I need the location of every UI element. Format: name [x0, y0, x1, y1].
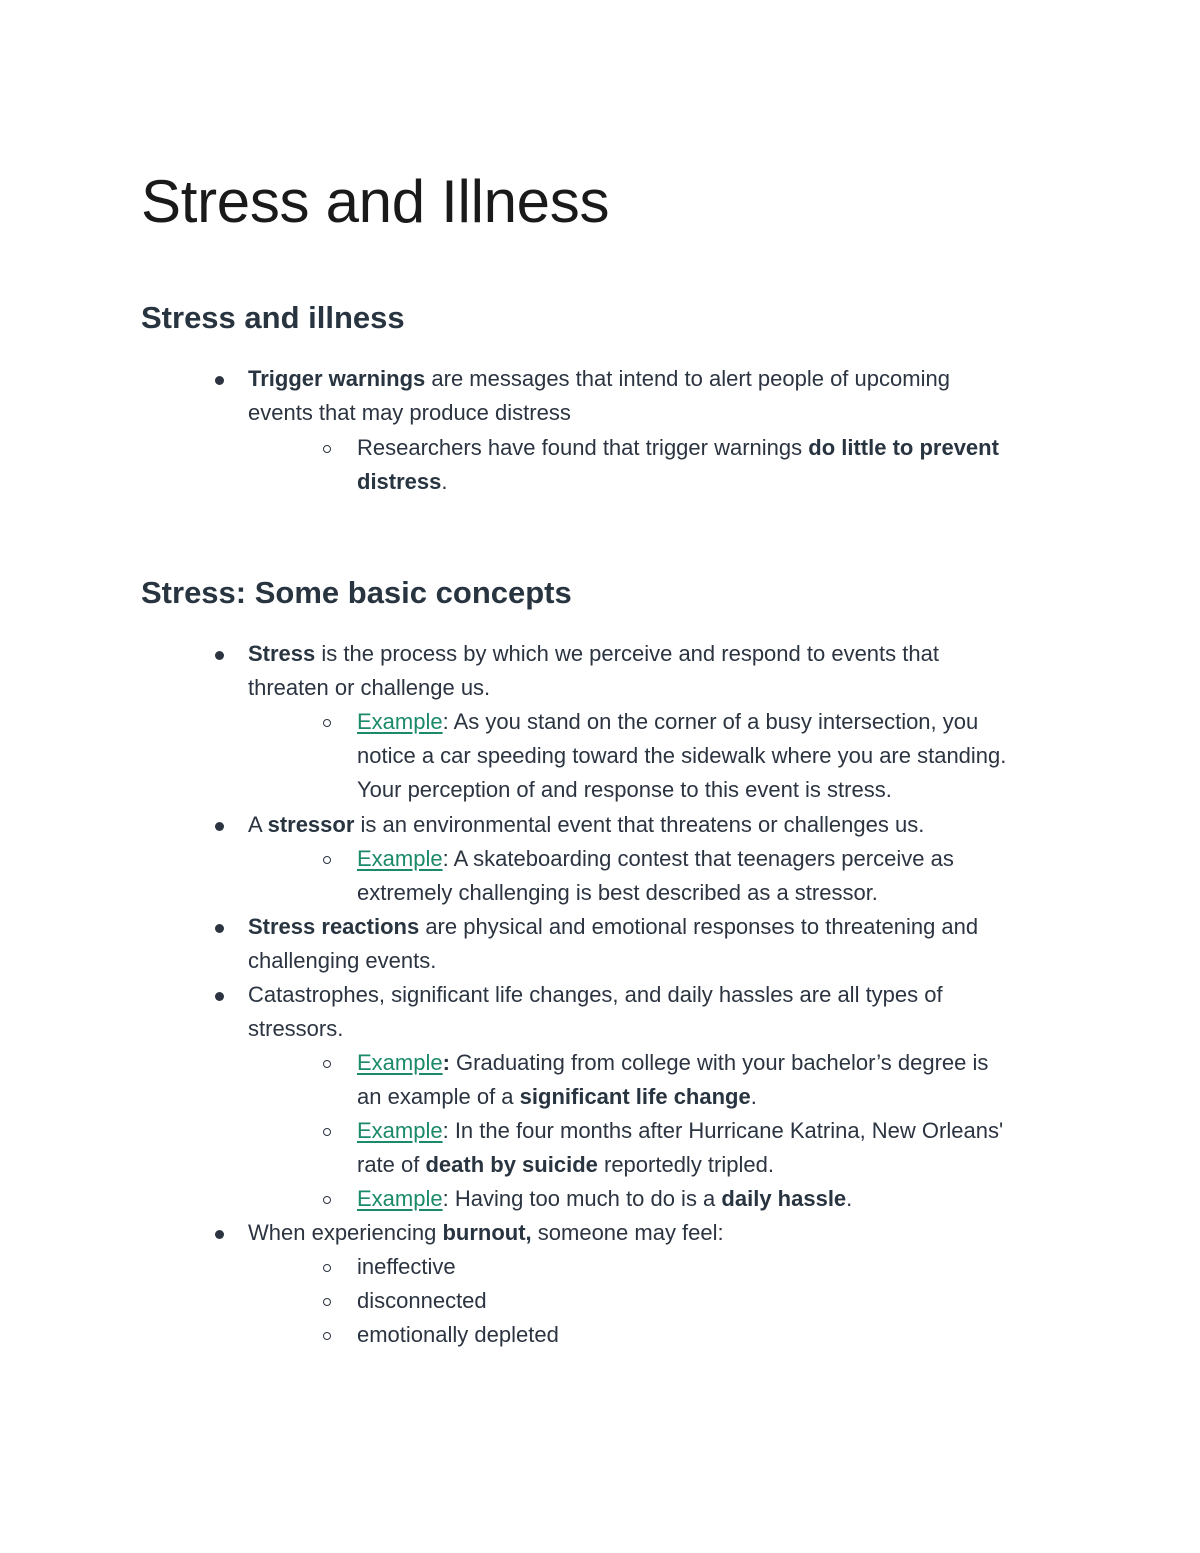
bullet-circle: [323, 1264, 331, 1272]
list-item-continuation: challenging events.: [248, 948, 437, 973]
emphasis-text: do little to prevent: [808, 435, 999, 460]
burnout-feeling-item: disconnected: [357, 1288, 487, 1313]
bullet-circle: [323, 1060, 331, 1068]
list-item-continuation: threaten or challenge us.: [248, 675, 491, 700]
punctuation: .: [441, 469, 448, 494]
bullet-circle: [323, 1196, 331, 1204]
sub-item-example-5: [357, 1182, 852, 1216]
page-title: Stress and Illness: [141, 168, 610, 235]
punctuation: .: [846, 1186, 853, 1211]
definition-text: is an environmental event that threatens or challenges us.: [354, 812, 925, 837]
bullet-circle: [323, 719, 331, 727]
example-link[interactable]: Example: [357, 1118, 443, 1143]
sub-item-text: Researchers have found that trigger warnings: [357, 435, 809, 460]
section-heading-stress-and-illness: Stress and illness: [141, 300, 405, 335]
bullet-circle: [323, 1332, 331, 1340]
example-text: : In the four months after Hurricane Katrina, New Orleans': [442, 1118, 1004, 1143]
emphasis-text: significant life change: [519, 1084, 751, 1109]
emphasis-text: distress: [357, 469, 442, 494]
sub-item-continuation: Your perception of and response to this event is stress.: [357, 777, 892, 802]
sub-item-example-4: [357, 1114, 1003, 1148]
example-link[interactable]: Example: [357, 709, 443, 734]
sub-item-continuation: extremely challenging is best described as a stressor.: [357, 880, 878, 905]
sub-item-example-3: [357, 1046, 988, 1080]
sub-item-continuation: notice a car speeding toward the sidewalk where you are standing.: [357, 743, 1007, 768]
example-text: reportedly tripled.: [597, 1152, 774, 1177]
term-burnout: burnout,: [442, 1220, 532, 1245]
list-item-continuation: events that may produce distress: [248, 400, 571, 425]
definition-text: are messages that intend to alert people of upcoming: [425, 366, 950, 391]
definition-text: is the process by which we perceive and respond to events that: [315, 641, 939, 666]
list-item-continuation: stressors.: [248, 1016, 344, 1041]
sub-item-continuation: [357, 1080, 757, 1114]
list-item-trigger-warnings: [248, 362, 950, 396]
definition-text: are physical and emotional responses to threatening and: [419, 914, 979, 939]
sub-item-research: [357, 431, 999, 465]
emphasis-text: death by suicide: [425, 1152, 598, 1177]
bullet-disc: [215, 992, 224, 1001]
example-text: : Having too much to do is a: [442, 1186, 722, 1211]
section-heading-basic-concepts: Stress: Some basic concepts: [141, 575, 572, 610]
bullet-circle: [323, 445, 331, 453]
sub-item-example-2: [357, 842, 954, 876]
list-text: A: [248, 812, 268, 837]
bullet-disc: [215, 1230, 224, 1239]
sub-item-continuation: [357, 1148, 774, 1182]
list-item-stressor-types: Catastrophes, significant life changes, and daily hassles are all types of: [248, 982, 943, 1007]
burnout-feeling-item: emotionally depleted: [357, 1322, 559, 1347]
example-text: Graduating from college with your bachelor’s degree is: [449, 1050, 989, 1075]
example-text: an example of a: [357, 1084, 520, 1109]
bullet-disc: [215, 651, 224, 660]
colon: :: [442, 1050, 450, 1075]
list-text: someone may feel:: [531, 1220, 724, 1245]
term-stressor: stressor: [267, 812, 355, 837]
list-text: When experiencing: [248, 1220, 443, 1245]
bullet-disc: [215, 376, 224, 385]
example-link[interactable]: Example: [357, 1050, 443, 1075]
list-item-stress-reactions: [248, 910, 978, 944]
sub-item-continuation: [357, 465, 448, 499]
example-link[interactable]: Example: [357, 846, 443, 871]
term-stress-reactions: Stress reactions: [248, 914, 420, 939]
bullet-disc: [215, 822, 224, 831]
burnout-feeling-item: ineffective: [357, 1254, 456, 1279]
example-text: : A skateboarding contest that teenagers perceive as: [442, 846, 954, 871]
bullet-circle: [323, 1298, 331, 1306]
sub-item-example-1: [357, 705, 978, 739]
bullet-circle: [323, 856, 331, 864]
example-link[interactable]: Example: [357, 1186, 443, 1211]
bullet-circle: [323, 1128, 331, 1136]
bullet-disc: [215, 924, 224, 933]
list-item-burnout: [248, 1216, 724, 1250]
emphasis-text: daily hassle: [721, 1186, 847, 1211]
term-stress: Stress: [248, 641, 316, 666]
example-text: : As you stand on the corner of a busy intersection, you: [442, 709, 979, 734]
punctuation: .: [750, 1084, 757, 1109]
term-trigger-warnings: Trigger warnings: [248, 366, 426, 391]
list-item-stressor: [248, 808, 924, 842]
list-item-stress: [248, 637, 939, 671]
example-text: rate of: [357, 1152, 426, 1177]
